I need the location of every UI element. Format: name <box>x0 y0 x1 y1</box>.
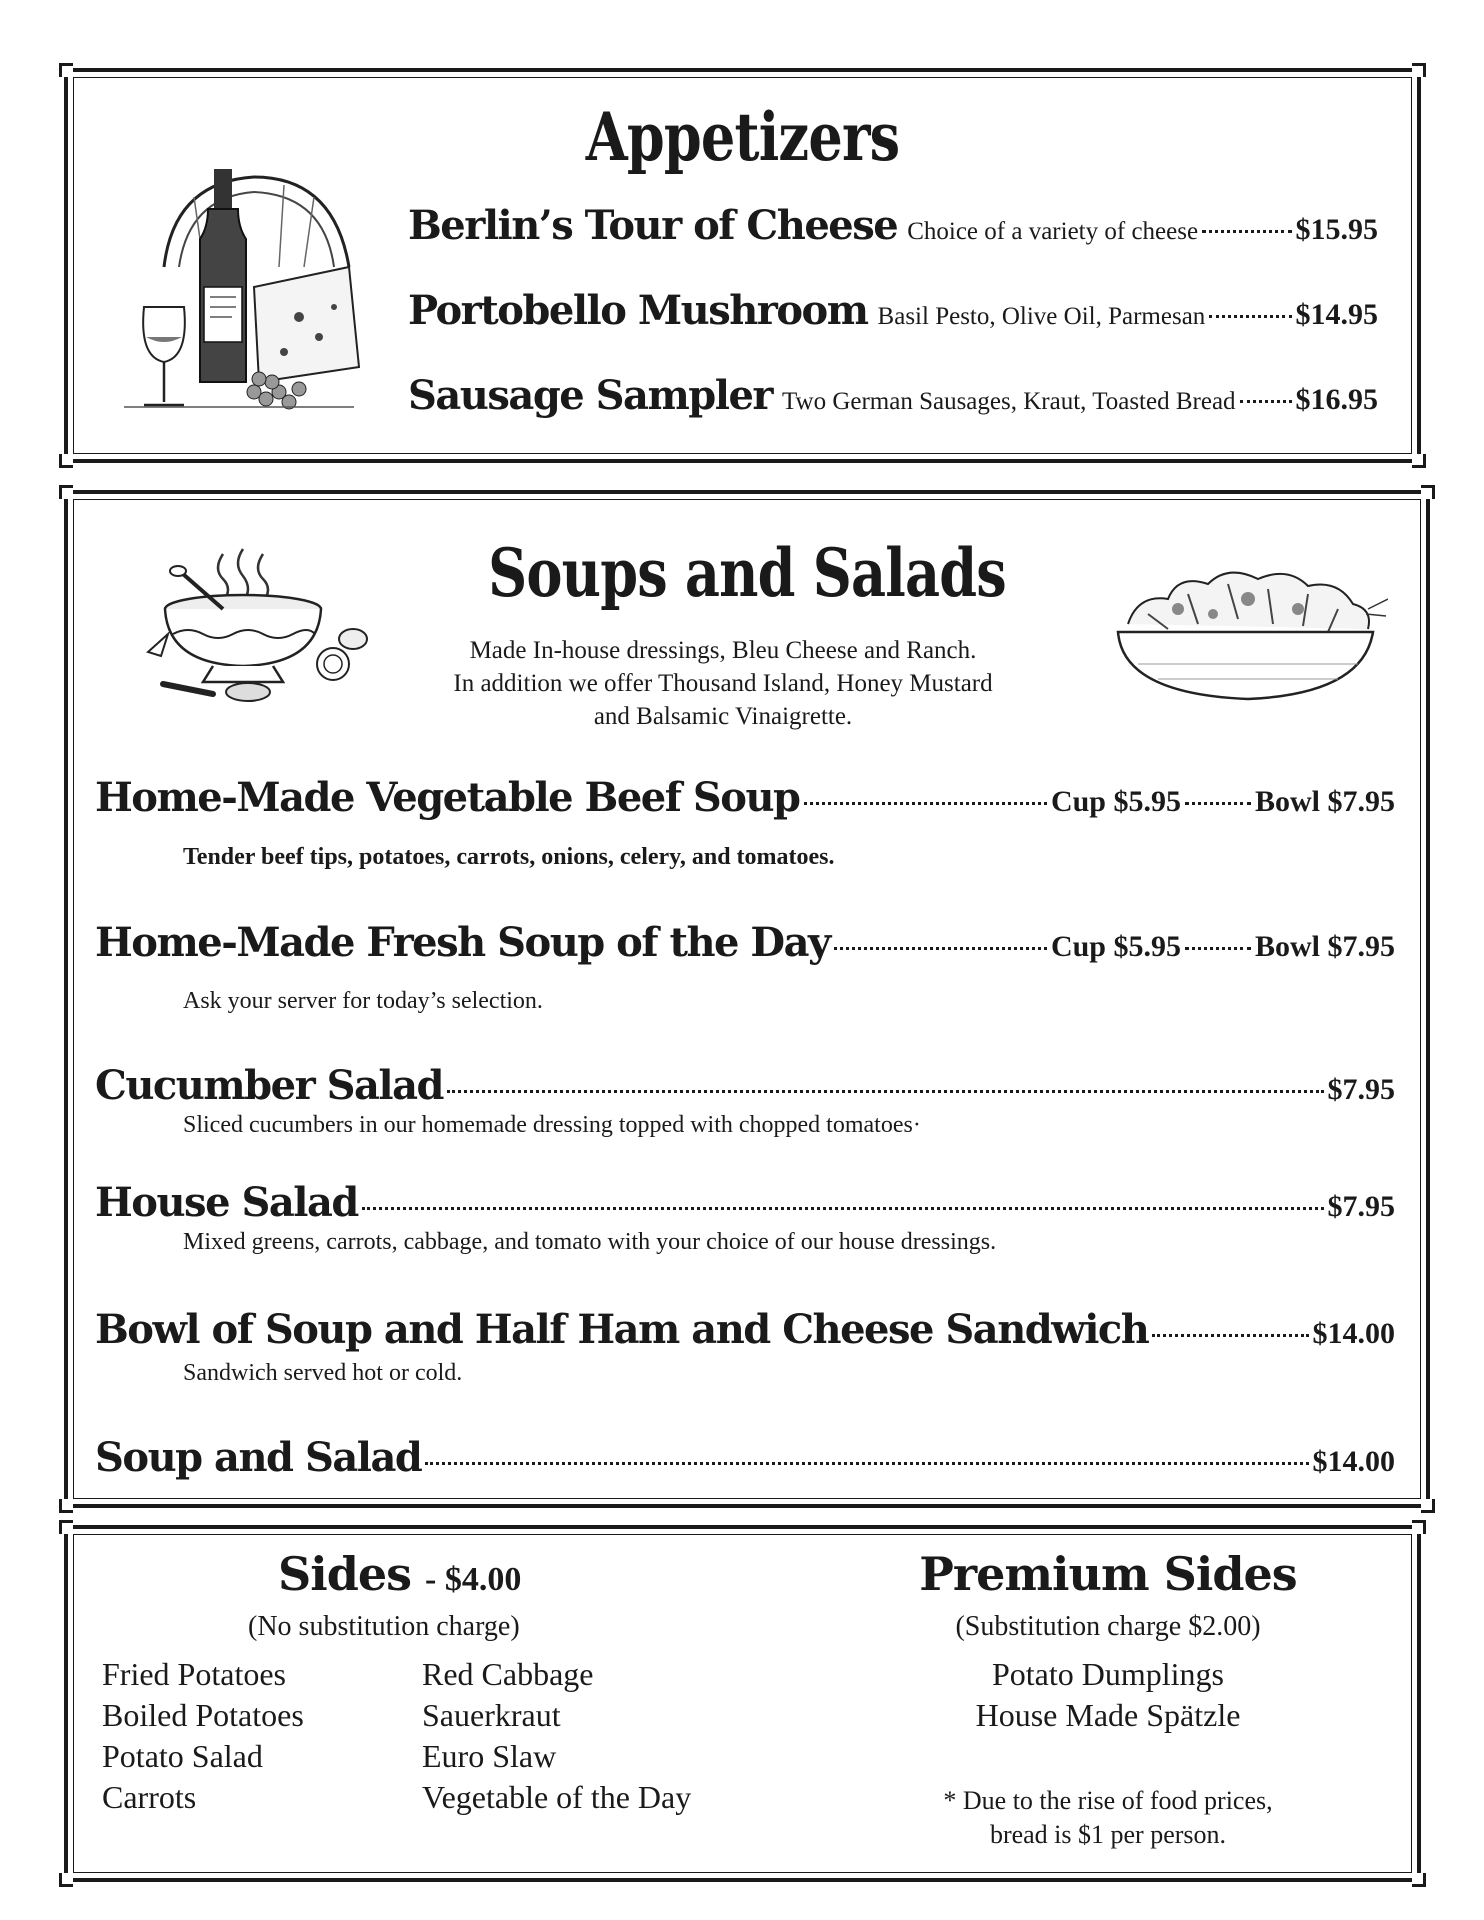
appetizers-title: Appetizers <box>585 98 900 176</box>
soup-row <box>95 774 1395 821</box>
sides-note: (No substitution charge) <box>248 1611 520 1642</box>
sides-list-right <box>422 1654 691 1818</box>
side-item: Carrots <box>102 1779 197 1815</box>
frame-corner <box>1412 1873 1426 1887</box>
combo-price: $14.00 <box>1312 1317 1395 1350</box>
appetizer-price: $14.95 <box>1295 298 1378 331</box>
soup-row <box>95 919 1395 966</box>
cup-price: Cup $5.95 <box>1050 785 1181 818</box>
soup-desc: Tender beef tips, potatoes, carrots, onions, celery, and tomatoes. <box>183 844 835 870</box>
side-item: Vegetable of the Day <box>422 1779 692 1815</box>
salad-name: Cucumber Salad <box>95 1062 443 1109</box>
intro-line: and Balsamic Vinaigrette. <box>593 703 853 730</box>
side-item: Fried Potatoes <box>102 1656 286 1692</box>
premium-side-item: Potato Dumplings <box>991 1656 1224 1692</box>
appetizer-desc: Two German Sausages, Kraut, Toasted Bread <box>781 388 1236 415</box>
soups-salads-title: Soups and Salads <box>488 534 1006 612</box>
frame-corner <box>59 1499 73 1513</box>
combo-price: $14.00 <box>1312 1445 1395 1478</box>
appetizer-desc: Basil Pesto, Olive Oil, Parmesan <box>877 303 1206 330</box>
salad-desc: Mixed greens, carrots, cabbage, and tomato with your choice of our house dressings. <box>183 1229 997 1255</box>
appetizer-row <box>408 202 1378 249</box>
frame-corner <box>59 1873 73 1887</box>
leader-dots <box>425 1462 1308 1465</box>
appetizer-price: $16.95 <box>1295 383 1378 416</box>
salad-price: $7.95 <box>1327 1073 1395 1106</box>
frame-corner <box>59 1520 73 1534</box>
combo-name: Soup and Salad <box>95 1434 422 1481</box>
side-item: Potato Salad <box>102 1738 263 1774</box>
dressings-intro <box>403 634 1043 733</box>
appetizer-name: Berlin’s Tour of Cheese <box>408 202 898 249</box>
soup-desc: Ask your server for today’s selection. <box>183 988 543 1014</box>
salad-row <box>95 1179 1395 1226</box>
salad-name: House Salad <box>95 1179 358 1226</box>
frame-corner <box>1412 454 1426 468</box>
wine-cheese-illustration <box>104 157 374 422</box>
premium-sides-list <box>898 1654 1318 1736</box>
sides-title: Sides <box>278 1547 412 1601</box>
frame-corner <box>1412 1520 1426 1534</box>
premium-sides-title: Premium Sides <box>919 1547 1297 1601</box>
leader-dots <box>447 1090 1324 1093</box>
bread-footnote <box>898 1784 1318 1852</box>
salad-row <box>95 1062 1395 1109</box>
leader-dots <box>1185 947 1251 950</box>
salad-bowl-illustration <box>1098 554 1388 714</box>
appetizers-panel <box>64 68 1421 463</box>
appetizer-name: Sausage Sampler <box>408 372 772 419</box>
sides-price: - $4.00 <box>425 1561 522 1598</box>
side-item: Red Cabbage <box>422 1656 594 1692</box>
leader-dots <box>1185 802 1251 805</box>
side-item: Boiled Potatoes <box>102 1697 304 1733</box>
soups-salads-panel <box>64 490 1430 1508</box>
premium-sides-note: (Substitution charge $2.00) <box>955 1611 1261 1642</box>
intro-line: In addition we offer Thousand Island, Honey Mustard <box>453 670 993 697</box>
soup-name: Home-Made Fresh Soup of the Day <box>95 919 830 966</box>
leader-dots <box>1209 315 1291 318</box>
sides-list-left <box>102 1654 304 1818</box>
leader-dots <box>1202 230 1291 233</box>
premium-side-item: House Made Spätzle <box>975 1697 1241 1733</box>
leader-dots <box>804 802 1047 805</box>
combo-row <box>95 1306 1395 1353</box>
combo-row <box>95 1434 1395 1481</box>
intro-line: Made In-house dressings, Bleu Cheese and Ranch. <box>469 637 977 664</box>
frame-corner <box>1421 1499 1435 1513</box>
combo-name: Bowl of Soup and Half Ham and Cheese Sandwich <box>95 1306 1149 1353</box>
appetizer-row <box>408 372 1378 419</box>
leader-dots <box>834 947 1047 950</box>
soup-name: Home-Made Vegetable Beef Soup <box>95 774 800 821</box>
appetizer-name: Portobello Mushroom <box>408 287 868 334</box>
soup-tureen-illustration <box>143 534 373 704</box>
frame-corner <box>1421 485 1435 499</box>
appetizer-desc: Choice of a variety of cheese <box>907 218 1199 245</box>
frame-corner <box>59 63 73 77</box>
footnote-line: bread is $1 per person. <box>989 1820 1227 1849</box>
sides-panel <box>64 1525 1421 1882</box>
leader-dots <box>1152 1334 1308 1337</box>
side-item: Euro Slaw <box>422 1738 557 1774</box>
combo-desc: Sandwich served hot or cold. <box>183 1360 463 1386</box>
frame-corner <box>59 454 73 468</box>
bowl-price: Bowl $7.95 <box>1254 785 1395 818</box>
side-item: Sauerkraut <box>422 1697 561 1733</box>
appetizer-row <box>408 287 1378 334</box>
salad-price: $7.95 <box>1327 1190 1395 1223</box>
frame-corner <box>59 485 73 499</box>
salad-desc: Sliced cucumbers in our homemade dressing topped with chopped tomatoes· <box>183 1112 921 1138</box>
cup-price: Cup $5.95 <box>1050 930 1181 963</box>
sides-heading <box>278 1547 521 1601</box>
leader-dots <box>362 1207 1324 1210</box>
frame-corner <box>1412 63 1426 77</box>
leader-dots <box>1240 400 1292 403</box>
bowl-price: Bowl $7.95 <box>1254 930 1395 963</box>
appetizer-price: $15.95 <box>1295 213 1378 246</box>
footnote-line: * Due to the rise of food prices, <box>943 1786 1273 1815</box>
